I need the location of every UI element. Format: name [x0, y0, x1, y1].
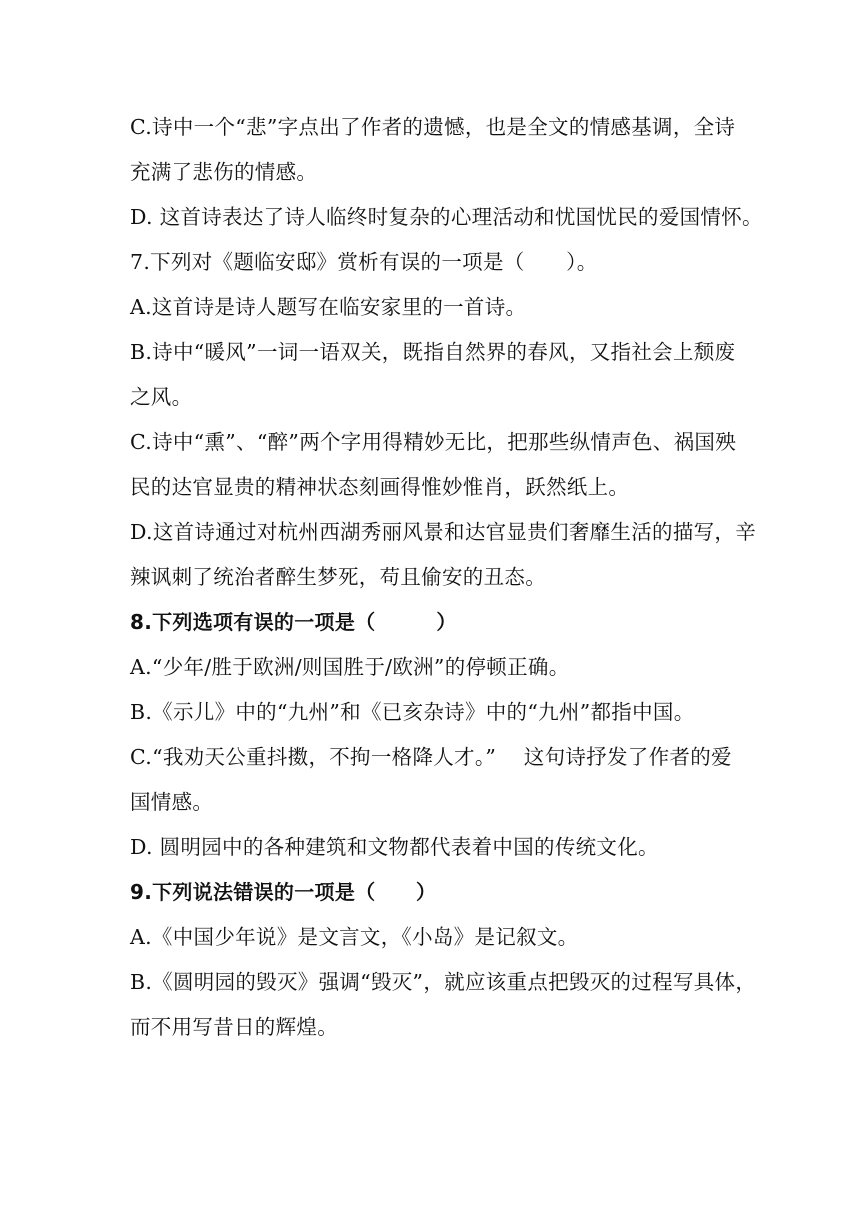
- option-6c-line-2: 充满了悲伤的情感。: [130, 160, 318, 184]
- option-9b-line-1: B.《圆明园的毁灭》强调“毁灭”，就应该重点把毁灭的过程写具体，: [130, 970, 757, 994]
- option-7c-line-2: 民的达官显贵的精神状态刻画得惟妙惟肖，跃然纸上。: [130, 475, 630, 499]
- option-7d-line-2: 辣讽刺了统治者醉生梦死，苟且偷安的丑态。: [130, 565, 546, 589]
- option-7b-line-1: B.诗中“暖风”一词一语双关，既指自然界的春风，又指社会上颓废: [130, 340, 736, 364]
- option-8a: A.“少年/胜于欧洲/则国胜于/欧洲”的停顿正确。: [130, 655, 570, 679]
- option-7d-line-1: D.这首诗通过对杭州西湖秀丽风景和达官显贵们奢靡生活的描写，辛: [130, 520, 757, 544]
- option-6c-line-1: C.诗中一个“悲”字点出了作者的遗憾，也是全文的情感基调，全诗: [130, 115, 736, 139]
- option-8d: D. 圆明园中的各种建筑和文物都代表着中国的传统文化。: [130, 835, 659, 859]
- option-7b-line-2: 之风。: [130, 385, 193, 409]
- option-9b-line-2: 而不用写昔日的辉煌。: [130, 1015, 338, 1039]
- option-6d: D. 这首诗表达了诗人临终时复杂的心理活动和忧国忧民的爱国情怀。: [130, 205, 763, 229]
- option-8c-line-1: C.“我劝天公重抖擞，不拘一格降人才。” 这句诗抒发了作者的爱: [130, 745, 732, 769]
- question-8-stem: 8.下列选项有误的一项是（ ）: [130, 610, 457, 634]
- option-9a: A.《中国少年说》是文言文，《小岛》是记叙文。: [130, 925, 579, 949]
- option-7c-line-1: C.诗中“熏”、“醉”两个字用得精妙无比，把那些纵情声色、祸国殃: [130, 430, 736, 454]
- option-7a: A.这首诗是诗人题写在临安家里的一首诗。: [130, 295, 527, 319]
- question-9-stem: 9.下列说法错误的一项是（ ）: [130, 880, 437, 904]
- option-8b: B.《示儿》中的“九州”和《已亥杂诗》中的“九州”都指中国。: [130, 700, 695, 724]
- option-8c-line-2: 国情感。: [130, 790, 214, 814]
- question-7-stem: 7.下列对《题临安邸》赏析有误的一项是（ ）。: [130, 250, 598, 274]
